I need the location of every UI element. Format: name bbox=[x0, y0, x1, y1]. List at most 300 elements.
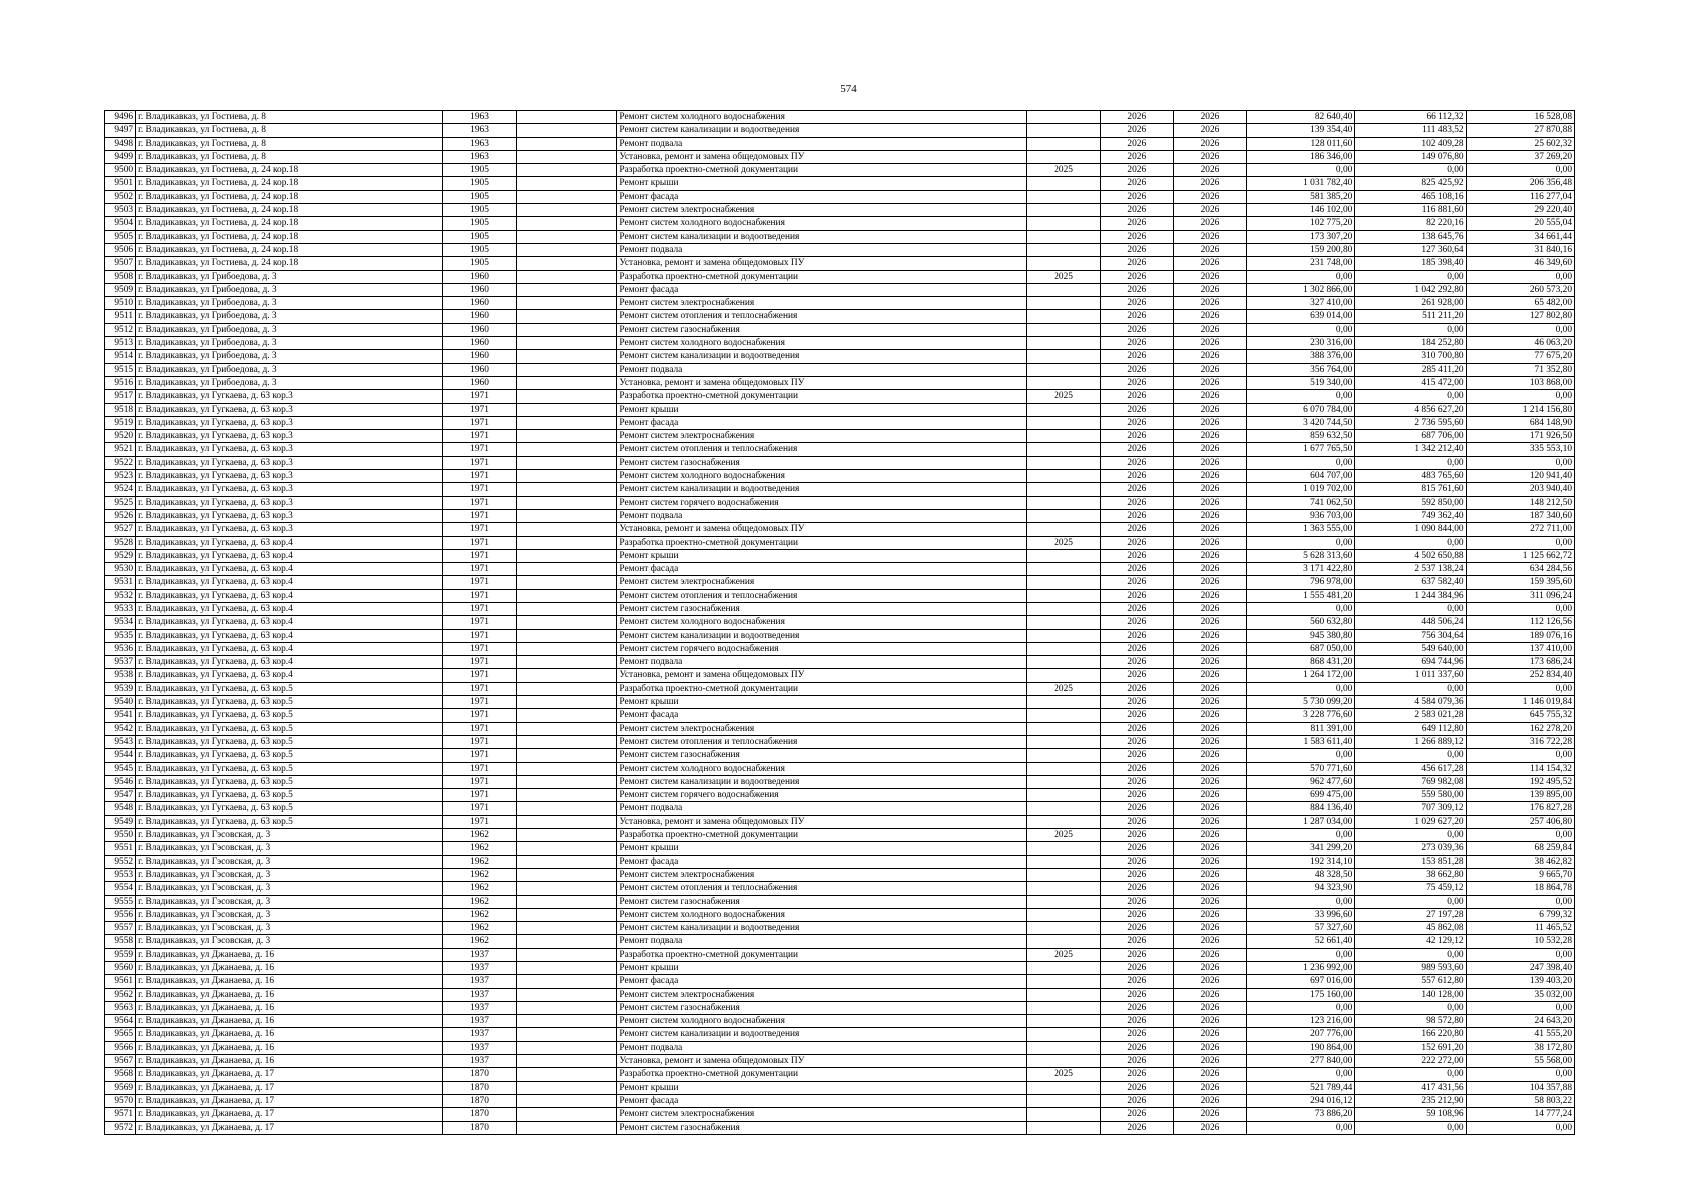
owner-cost-cell: 71 352,80 bbox=[1466, 363, 1574, 376]
empty-cell bbox=[517, 243, 617, 256]
table-row bbox=[105, 789, 1575, 802]
empty-cell bbox=[517, 456, 617, 469]
work-type-cell: Разработка проектно-сметной документации bbox=[617, 390, 1027, 403]
start-year-cell: 2026 bbox=[1100, 350, 1173, 363]
owner-cost-cell: 0,00 bbox=[1466, 390, 1574, 403]
address-cell: г. Владикавказ, ул Гугкаева, д. 63 кор.5 bbox=[136, 696, 443, 709]
table-row bbox=[105, 337, 1575, 350]
address-cell: г. Владикавказ, ул Гэсовская, д. 3 bbox=[136, 855, 443, 868]
work-type-cell: Ремонт крыши bbox=[617, 403, 1027, 416]
design-year-cell bbox=[1027, 1094, 1100, 1107]
row-number-cell: 9516 bbox=[105, 376, 136, 389]
address-cell: г. Владикавказ, ул Гугкаева, д. 63 кор.3 bbox=[136, 430, 443, 443]
owner-cost-cell: 58 803,22 bbox=[1466, 1094, 1574, 1107]
fund-cost-cell: 989 593,60 bbox=[1355, 962, 1466, 975]
design-year-cell bbox=[1027, 1001, 1100, 1014]
build-year-cell: 1971 bbox=[442, 443, 516, 456]
work-type-cell: Ремонт систем канализации и водоотведения bbox=[617, 350, 1027, 363]
row-number-cell: 9560 bbox=[105, 962, 136, 975]
row-number-cell: 9553 bbox=[105, 868, 136, 881]
start-year-cell: 2026 bbox=[1100, 948, 1173, 961]
build-year-cell: 1971 bbox=[442, 576, 516, 589]
end-year-cell: 2026 bbox=[1173, 376, 1246, 389]
end-year-cell: 2026 bbox=[1173, 656, 1246, 669]
owner-cost-cell: 203 940,40 bbox=[1466, 483, 1574, 496]
design-year-cell: 2025 bbox=[1027, 270, 1100, 283]
address-cell: г. Владикавказ, ул Гугкаева, д. 63 кор.4 bbox=[136, 642, 443, 655]
table-row bbox=[105, 124, 1575, 137]
row-number-cell: 9552 bbox=[105, 855, 136, 868]
total-cost-cell: 811 391,00 bbox=[1247, 722, 1355, 735]
end-year-cell: 2026 bbox=[1173, 709, 1246, 722]
design-year-cell bbox=[1027, 962, 1100, 975]
total-cost-cell: 1 019 702,00 bbox=[1247, 483, 1355, 496]
table-row bbox=[105, 882, 1575, 895]
empty-cell bbox=[517, 802, 617, 815]
empty-cell bbox=[517, 137, 617, 150]
work-type-cell: Ремонт фасада bbox=[617, 416, 1027, 429]
start-year-cell: 2026 bbox=[1100, 456, 1173, 469]
design-year-cell bbox=[1027, 310, 1100, 323]
design-year-cell bbox=[1027, 1108, 1100, 1121]
start-year-cell: 2026 bbox=[1100, 1121, 1173, 1134]
fund-cost-cell: 184 252,80 bbox=[1355, 337, 1466, 350]
address-cell: г. Владикавказ, ул Гостиева, д. 24 кор.18 bbox=[136, 164, 443, 177]
fund-cost-cell: 185 398,40 bbox=[1355, 257, 1466, 270]
start-year-cell: 2026 bbox=[1100, 111, 1173, 124]
design-year-cell bbox=[1027, 868, 1100, 881]
end-year-cell: 2026 bbox=[1173, 895, 1246, 908]
row-number-cell: 9554 bbox=[105, 882, 136, 895]
empty-cell bbox=[517, 682, 617, 695]
total-cost-cell: 1 236 992,00 bbox=[1247, 962, 1355, 975]
end-year-cell: 2026 bbox=[1173, 1081, 1246, 1094]
empty-cell bbox=[517, 1081, 617, 1094]
end-year-cell: 2026 bbox=[1173, 124, 1246, 137]
row-number-cell: 9547 bbox=[105, 789, 136, 802]
row-number-cell: 9511 bbox=[105, 310, 136, 323]
total-cost-cell: 341 299,20 bbox=[1247, 842, 1355, 855]
table-row bbox=[105, 749, 1575, 762]
work-type-cell: Ремонт систем электроснабжения bbox=[617, 988, 1027, 1001]
total-cost-cell: 146 102,00 bbox=[1247, 204, 1355, 217]
table-row bbox=[105, 363, 1575, 376]
build-year-cell: 1971 bbox=[442, 749, 516, 762]
table-row bbox=[105, 1055, 1575, 1068]
fund-cost-cell: 0,00 bbox=[1355, 1068, 1466, 1081]
table-row bbox=[105, 217, 1575, 230]
design-year-cell bbox=[1027, 1028, 1100, 1041]
total-cost-cell: 231 748,00 bbox=[1247, 257, 1355, 270]
end-year-cell: 2026 bbox=[1173, 390, 1246, 403]
design-year-cell bbox=[1027, 297, 1100, 310]
work-type-cell: Ремонт фасада bbox=[617, 283, 1027, 296]
row-number-cell: 9530 bbox=[105, 563, 136, 576]
empty-cell bbox=[517, 908, 617, 921]
owner-cost-cell: 38 462,82 bbox=[1466, 855, 1574, 868]
table-row bbox=[105, 602, 1575, 615]
address-cell: г. Владикавказ, ул Джанаева, д. 17 bbox=[136, 1094, 443, 1107]
end-year-cell: 2026 bbox=[1173, 775, 1246, 788]
address-cell: г. Владикавказ, ул Грибоедова, д. 3 bbox=[136, 323, 443, 336]
work-type-cell: Ремонт систем электроснабжения bbox=[617, 297, 1027, 310]
total-cost-cell: 294 016,12 bbox=[1247, 1094, 1355, 1107]
empty-cell bbox=[517, 1055, 617, 1068]
end-year-cell: 2026 bbox=[1173, 563, 1246, 576]
empty-cell bbox=[517, 509, 617, 522]
address-cell: г. Владикавказ, ул Гугкаева, д. 63 кор.3 bbox=[136, 416, 443, 429]
address-cell: г. Владикавказ, ул Джанаева, д. 16 bbox=[136, 962, 443, 975]
table-row bbox=[105, 1094, 1575, 1107]
work-type-cell: Разработка проектно-сметной документации bbox=[617, 536, 1027, 549]
row-number-cell: 9521 bbox=[105, 443, 136, 456]
start-year-cell: 2026 bbox=[1100, 283, 1173, 296]
end-year-cell: 2026 bbox=[1173, 975, 1246, 988]
row-number-cell: 9565 bbox=[105, 1028, 136, 1041]
fund-cost-cell: 0,00 bbox=[1355, 536, 1466, 549]
build-year-cell: 1905 bbox=[442, 257, 516, 270]
total-cost-cell: 3 171 422,80 bbox=[1247, 563, 1355, 576]
end-year-cell: 2026 bbox=[1173, 416, 1246, 429]
total-cost-cell: 230 316,00 bbox=[1247, 337, 1355, 350]
address-cell: г. Владикавказ, ул Гугкаева, д. 63 кор.4 bbox=[136, 576, 443, 589]
empty-cell bbox=[517, 323, 617, 336]
owner-cost-cell: 206 356,48 bbox=[1466, 177, 1574, 190]
work-type-cell: Ремонт систем электроснабжения bbox=[617, 1108, 1027, 1121]
build-year-cell: 1870 bbox=[442, 1081, 516, 1094]
empty-cell bbox=[517, 722, 617, 735]
empty-cell bbox=[517, 815, 617, 828]
table-row bbox=[105, 1001, 1575, 1014]
table-row bbox=[105, 177, 1575, 190]
address-cell: г. Владикавказ, ул Грибоедова, д. 3 bbox=[136, 270, 443, 283]
work-type-cell: Разработка проектно-сметной документации bbox=[617, 948, 1027, 961]
end-year-cell: 2026 bbox=[1173, 536, 1246, 549]
fund-cost-cell: 707 309,12 bbox=[1355, 802, 1466, 815]
row-number-cell: 9519 bbox=[105, 416, 136, 429]
build-year-cell: 1971 bbox=[442, 549, 516, 562]
row-number-cell: 9548 bbox=[105, 802, 136, 815]
fund-cost-cell: 549 640,00 bbox=[1355, 642, 1466, 655]
owner-cost-cell: 31 840,16 bbox=[1466, 243, 1574, 256]
table-row bbox=[105, 243, 1575, 256]
fund-cost-cell: 559 580,00 bbox=[1355, 789, 1466, 802]
empty-cell bbox=[517, 642, 617, 655]
fund-cost-cell: 1 342 212,40 bbox=[1355, 443, 1466, 456]
address-cell: г. Владикавказ, ул Гугкаева, д. 63 кор.5 bbox=[136, 815, 443, 828]
total-cost-cell: 945 380,80 bbox=[1247, 629, 1355, 642]
fund-cost-cell: 649 112,80 bbox=[1355, 722, 1466, 735]
start-year-cell: 2026 bbox=[1100, 829, 1173, 842]
fund-cost-cell: 38 662,80 bbox=[1355, 868, 1466, 881]
row-number-cell: 9563 bbox=[105, 1001, 136, 1014]
row-number-cell: 9508 bbox=[105, 270, 136, 283]
address-cell: г. Владикавказ, ул Гугкаева, д. 63 кор.4 bbox=[136, 549, 443, 562]
work-type-cell: Ремонт крыши bbox=[617, 962, 1027, 975]
total-cost-cell: 687 050,00 bbox=[1247, 642, 1355, 655]
fund-cost-cell: 557 612,80 bbox=[1355, 975, 1466, 988]
owner-cost-cell: 171 926,50 bbox=[1466, 430, 1574, 443]
fund-cost-cell: 2 583 021,28 bbox=[1355, 709, 1466, 722]
row-number-cell: 9541 bbox=[105, 709, 136, 722]
empty-cell bbox=[517, 1108, 617, 1121]
design-year-cell bbox=[1027, 882, 1100, 895]
row-number-cell: 9506 bbox=[105, 243, 136, 256]
design-year-cell bbox=[1027, 150, 1100, 163]
end-year-cell: 2026 bbox=[1173, 682, 1246, 695]
empty-cell bbox=[517, 855, 617, 868]
owner-cost-cell: 0,00 bbox=[1466, 895, 1574, 908]
table-row bbox=[105, 483, 1575, 496]
start-year-cell: 2026 bbox=[1100, 908, 1173, 921]
build-year-cell: 1963 bbox=[442, 150, 516, 163]
owner-cost-cell: 139 895,00 bbox=[1466, 789, 1574, 802]
address-cell: г. Владикавказ, ул Гугкаева, д. 63 кор.3 bbox=[136, 483, 443, 496]
row-number-cell: 9540 bbox=[105, 696, 136, 709]
build-year-cell: 1971 bbox=[442, 523, 516, 536]
work-type-cell: Ремонт систем холодного водоснабжения bbox=[617, 1015, 1027, 1028]
fund-cost-cell: 4 584 079,36 bbox=[1355, 696, 1466, 709]
table-row bbox=[105, 762, 1575, 775]
start-year-cell: 2026 bbox=[1100, 536, 1173, 549]
row-number-cell: 9539 bbox=[105, 682, 136, 695]
fund-cost-cell: 0,00 bbox=[1355, 948, 1466, 961]
address-cell: г. Владикавказ, ул Гостиева, д. 24 кор.18 bbox=[136, 190, 443, 203]
build-year-cell: 1971 bbox=[442, 802, 516, 815]
empty-cell bbox=[517, 589, 617, 602]
row-number-cell: 9509 bbox=[105, 283, 136, 296]
work-type-cell: Ремонт систем горячего водоснабжения bbox=[617, 496, 1027, 509]
work-type-cell: Установка, ремонт и замена общедомовых ПУ bbox=[617, 1055, 1027, 1068]
fund-cost-cell: 4 502 650,88 bbox=[1355, 549, 1466, 562]
empty-cell bbox=[517, 390, 617, 403]
fund-cost-cell: 1 266 889,12 bbox=[1355, 735, 1466, 748]
empty-cell bbox=[517, 842, 617, 855]
address-cell: г. Владикавказ, ул Джанаева, д. 16 bbox=[136, 1001, 443, 1014]
row-number-cell: 9559 bbox=[105, 948, 136, 961]
address-cell: г. Владикавказ, ул Джанаева, д. 16 bbox=[136, 1041, 443, 1054]
address-cell: г. Владикавказ, ул Джанаева, д. 16 bbox=[136, 1055, 443, 1068]
work-type-cell: Установка, ремонт и замена общедомовых ПУ bbox=[617, 257, 1027, 270]
end-year-cell: 2026 bbox=[1173, 270, 1246, 283]
build-year-cell: 1971 bbox=[442, 602, 516, 615]
empty-cell bbox=[517, 576, 617, 589]
owner-cost-cell: 77 675,20 bbox=[1466, 350, 1574, 363]
design-year-cell bbox=[1027, 403, 1100, 416]
address-cell: г. Владикавказ, ул Гостиева, д. 8 bbox=[136, 137, 443, 150]
address-cell: г. Владикавказ, ул Джанаева, д. 17 bbox=[136, 1108, 443, 1121]
empty-cell bbox=[517, 629, 617, 642]
empty-cell bbox=[517, 217, 617, 230]
design-year-cell bbox=[1027, 762, 1100, 775]
row-number-cell: 9514 bbox=[105, 350, 136, 363]
start-year-cell: 2026 bbox=[1100, 696, 1173, 709]
table-row bbox=[105, 270, 1575, 283]
build-year-cell: 1937 bbox=[442, 1001, 516, 1014]
end-year-cell: 2026 bbox=[1173, 297, 1246, 310]
end-year-cell: 2026 bbox=[1173, 722, 1246, 735]
fund-cost-cell: 285 411,20 bbox=[1355, 363, 1466, 376]
total-cost-cell: 3 228 776,60 bbox=[1247, 709, 1355, 722]
address-cell: г. Владикавказ, ул Грибоедова, д. 3 bbox=[136, 350, 443, 363]
build-year-cell: 1962 bbox=[442, 922, 516, 935]
work-type-cell: Ремонт систем электроснабжения bbox=[617, 722, 1027, 735]
end-year-cell: 2026 bbox=[1173, 310, 1246, 323]
end-year-cell: 2026 bbox=[1173, 137, 1246, 150]
fund-cost-cell: 415 472,00 bbox=[1355, 376, 1466, 389]
row-number-cell: 9522 bbox=[105, 456, 136, 469]
build-year-cell: 1971 bbox=[442, 696, 516, 709]
empty-cell bbox=[517, 111, 617, 124]
address-cell: г. Владикавказ, ул Джанаева, д. 16 bbox=[136, 975, 443, 988]
total-cost-cell: 33 996,60 bbox=[1247, 908, 1355, 921]
total-cost-cell: 0,00 bbox=[1247, 270, 1355, 283]
start-year-cell: 2026 bbox=[1100, 430, 1173, 443]
empty-cell bbox=[517, 164, 617, 177]
start-year-cell: 2026 bbox=[1100, 509, 1173, 522]
address-cell: г. Владикавказ, ул Гостиева, д. 24 кор.18 bbox=[136, 204, 443, 217]
row-number-cell: 9542 bbox=[105, 722, 136, 735]
start-year-cell: 2026 bbox=[1100, 1028, 1173, 1041]
table-row bbox=[105, 616, 1575, 629]
build-year-cell: 1937 bbox=[442, 1028, 516, 1041]
owner-cost-cell: 46 063,20 bbox=[1466, 337, 1574, 350]
address-cell: г. Владикавказ, ул Гугкаева, д. 63 кор.3 bbox=[136, 390, 443, 403]
table-row bbox=[105, 310, 1575, 323]
start-year-cell: 2026 bbox=[1100, 576, 1173, 589]
end-year-cell: 2026 bbox=[1173, 150, 1246, 163]
row-number-cell: 9500 bbox=[105, 164, 136, 177]
design-year-cell bbox=[1027, 470, 1100, 483]
fund-cost-cell: 166 220,80 bbox=[1355, 1028, 1466, 1041]
empty-cell bbox=[517, 1121, 617, 1134]
row-number-cell: 9558 bbox=[105, 935, 136, 948]
total-cost-cell: 6 070 784,00 bbox=[1247, 403, 1355, 416]
build-year-cell: 1870 bbox=[442, 1068, 516, 1081]
end-year-cell: 2026 bbox=[1173, 669, 1246, 682]
design-year-cell bbox=[1027, 696, 1100, 709]
fund-cost-cell: 138 645,76 bbox=[1355, 230, 1466, 243]
table-row bbox=[105, 908, 1575, 921]
build-year-cell: 1962 bbox=[442, 895, 516, 908]
table-row bbox=[105, 1015, 1575, 1028]
table-row bbox=[105, 962, 1575, 975]
total-cost-cell: 159 200,80 bbox=[1247, 243, 1355, 256]
start-year-cell: 2026 bbox=[1100, 1094, 1173, 1107]
start-year-cell: 2026 bbox=[1100, 1015, 1173, 1028]
owner-cost-cell: 112 126,56 bbox=[1466, 616, 1574, 629]
work-type-cell: Ремонт фасада bbox=[617, 563, 1027, 576]
design-year-cell bbox=[1027, 975, 1100, 988]
design-year-cell bbox=[1027, 576, 1100, 589]
owner-cost-cell: 0,00 bbox=[1466, 270, 1574, 283]
start-year-cell: 2026 bbox=[1100, 563, 1173, 576]
fund-cost-cell: 4 856 627,20 bbox=[1355, 403, 1466, 416]
fund-cost-cell: 417 431,56 bbox=[1355, 1081, 1466, 1094]
table-row bbox=[105, 1068, 1575, 1081]
row-number-cell: 9517 bbox=[105, 390, 136, 403]
owner-cost-cell: 137 410,00 bbox=[1466, 642, 1574, 655]
fund-cost-cell: 45 862,08 bbox=[1355, 922, 1466, 935]
build-year-cell: 1971 bbox=[442, 656, 516, 669]
work-type-cell: Ремонт систем электроснабжения bbox=[617, 204, 1027, 217]
start-year-cell: 2026 bbox=[1100, 1108, 1173, 1121]
total-cost-cell: 699 475,00 bbox=[1247, 789, 1355, 802]
work-type-cell: Ремонт крыши bbox=[617, 177, 1027, 190]
table-row bbox=[105, 164, 1575, 177]
empty-cell bbox=[517, 962, 617, 975]
build-year-cell: 1962 bbox=[442, 908, 516, 921]
address-cell: г. Владикавказ, ул Гэсовская, д. 3 bbox=[136, 922, 443, 935]
design-year-cell bbox=[1027, 416, 1100, 429]
design-year-cell: 2025 bbox=[1027, 536, 1100, 549]
empty-cell bbox=[517, 150, 617, 163]
table-row bbox=[105, 297, 1575, 310]
owner-cost-cell: 35 032,00 bbox=[1466, 988, 1574, 1001]
end-year-cell: 2026 bbox=[1173, 470, 1246, 483]
row-number-cell: 9546 bbox=[105, 775, 136, 788]
table-row bbox=[105, 496, 1575, 509]
table-row bbox=[105, 416, 1575, 429]
row-number-cell: 9561 bbox=[105, 975, 136, 988]
design-year-cell bbox=[1027, 190, 1100, 203]
address-cell: г. Владикавказ, ул Гостиева, д. 8 bbox=[136, 150, 443, 163]
empty-cell bbox=[517, 948, 617, 961]
total-cost-cell: 0,00 bbox=[1247, 948, 1355, 961]
end-year-cell: 2026 bbox=[1173, 762, 1246, 775]
fund-cost-cell: 42 129,12 bbox=[1355, 935, 1466, 948]
start-year-cell: 2026 bbox=[1100, 177, 1173, 190]
fund-cost-cell: 261 928,00 bbox=[1355, 297, 1466, 310]
work-type-cell: Ремонт фасада bbox=[617, 975, 1027, 988]
table-row bbox=[105, 935, 1575, 948]
table-row bbox=[105, 642, 1575, 655]
build-year-cell: 1971 bbox=[442, 563, 516, 576]
end-year-cell: 2026 bbox=[1173, 735, 1246, 748]
design-year-cell bbox=[1027, 908, 1100, 921]
table-row bbox=[105, 868, 1575, 881]
total-cost-cell: 82 640,40 bbox=[1247, 111, 1355, 124]
total-cost-cell: 1 677 765,50 bbox=[1247, 443, 1355, 456]
design-year-cell bbox=[1027, 789, 1100, 802]
build-year-cell: 1960 bbox=[442, 283, 516, 296]
end-year-cell: 2026 bbox=[1173, 868, 1246, 881]
start-year-cell: 2026 bbox=[1100, 882, 1173, 895]
fund-cost-cell: 0,00 bbox=[1355, 749, 1466, 762]
start-year-cell: 2026 bbox=[1100, 895, 1173, 908]
total-cost-cell: 186 346,00 bbox=[1247, 150, 1355, 163]
start-year-cell: 2026 bbox=[1100, 842, 1173, 855]
total-cost-cell: 604 707,00 bbox=[1247, 470, 1355, 483]
table-row bbox=[105, 895, 1575, 908]
design-year-cell bbox=[1027, 350, 1100, 363]
total-cost-cell: 0,00 bbox=[1247, 456, 1355, 469]
start-year-cell: 2026 bbox=[1100, 230, 1173, 243]
start-year-cell: 2026 bbox=[1100, 549, 1173, 562]
address-cell: г. Владикавказ, ул Гостиева, д. 24 кор.18 bbox=[136, 217, 443, 230]
empty-cell bbox=[517, 350, 617, 363]
owner-cost-cell: 1 146 019,84 bbox=[1466, 696, 1574, 709]
empty-cell bbox=[517, 749, 617, 762]
fund-cost-cell: 0,00 bbox=[1355, 829, 1466, 842]
build-year-cell: 1963 bbox=[442, 111, 516, 124]
work-type-cell: Ремонт систем канализации и водоотведения bbox=[617, 775, 1027, 788]
build-year-cell: 1971 bbox=[442, 536, 516, 549]
table-row bbox=[105, 350, 1575, 363]
table-row bbox=[105, 735, 1575, 748]
build-year-cell: 1870 bbox=[442, 1121, 516, 1134]
table-row bbox=[105, 682, 1575, 695]
